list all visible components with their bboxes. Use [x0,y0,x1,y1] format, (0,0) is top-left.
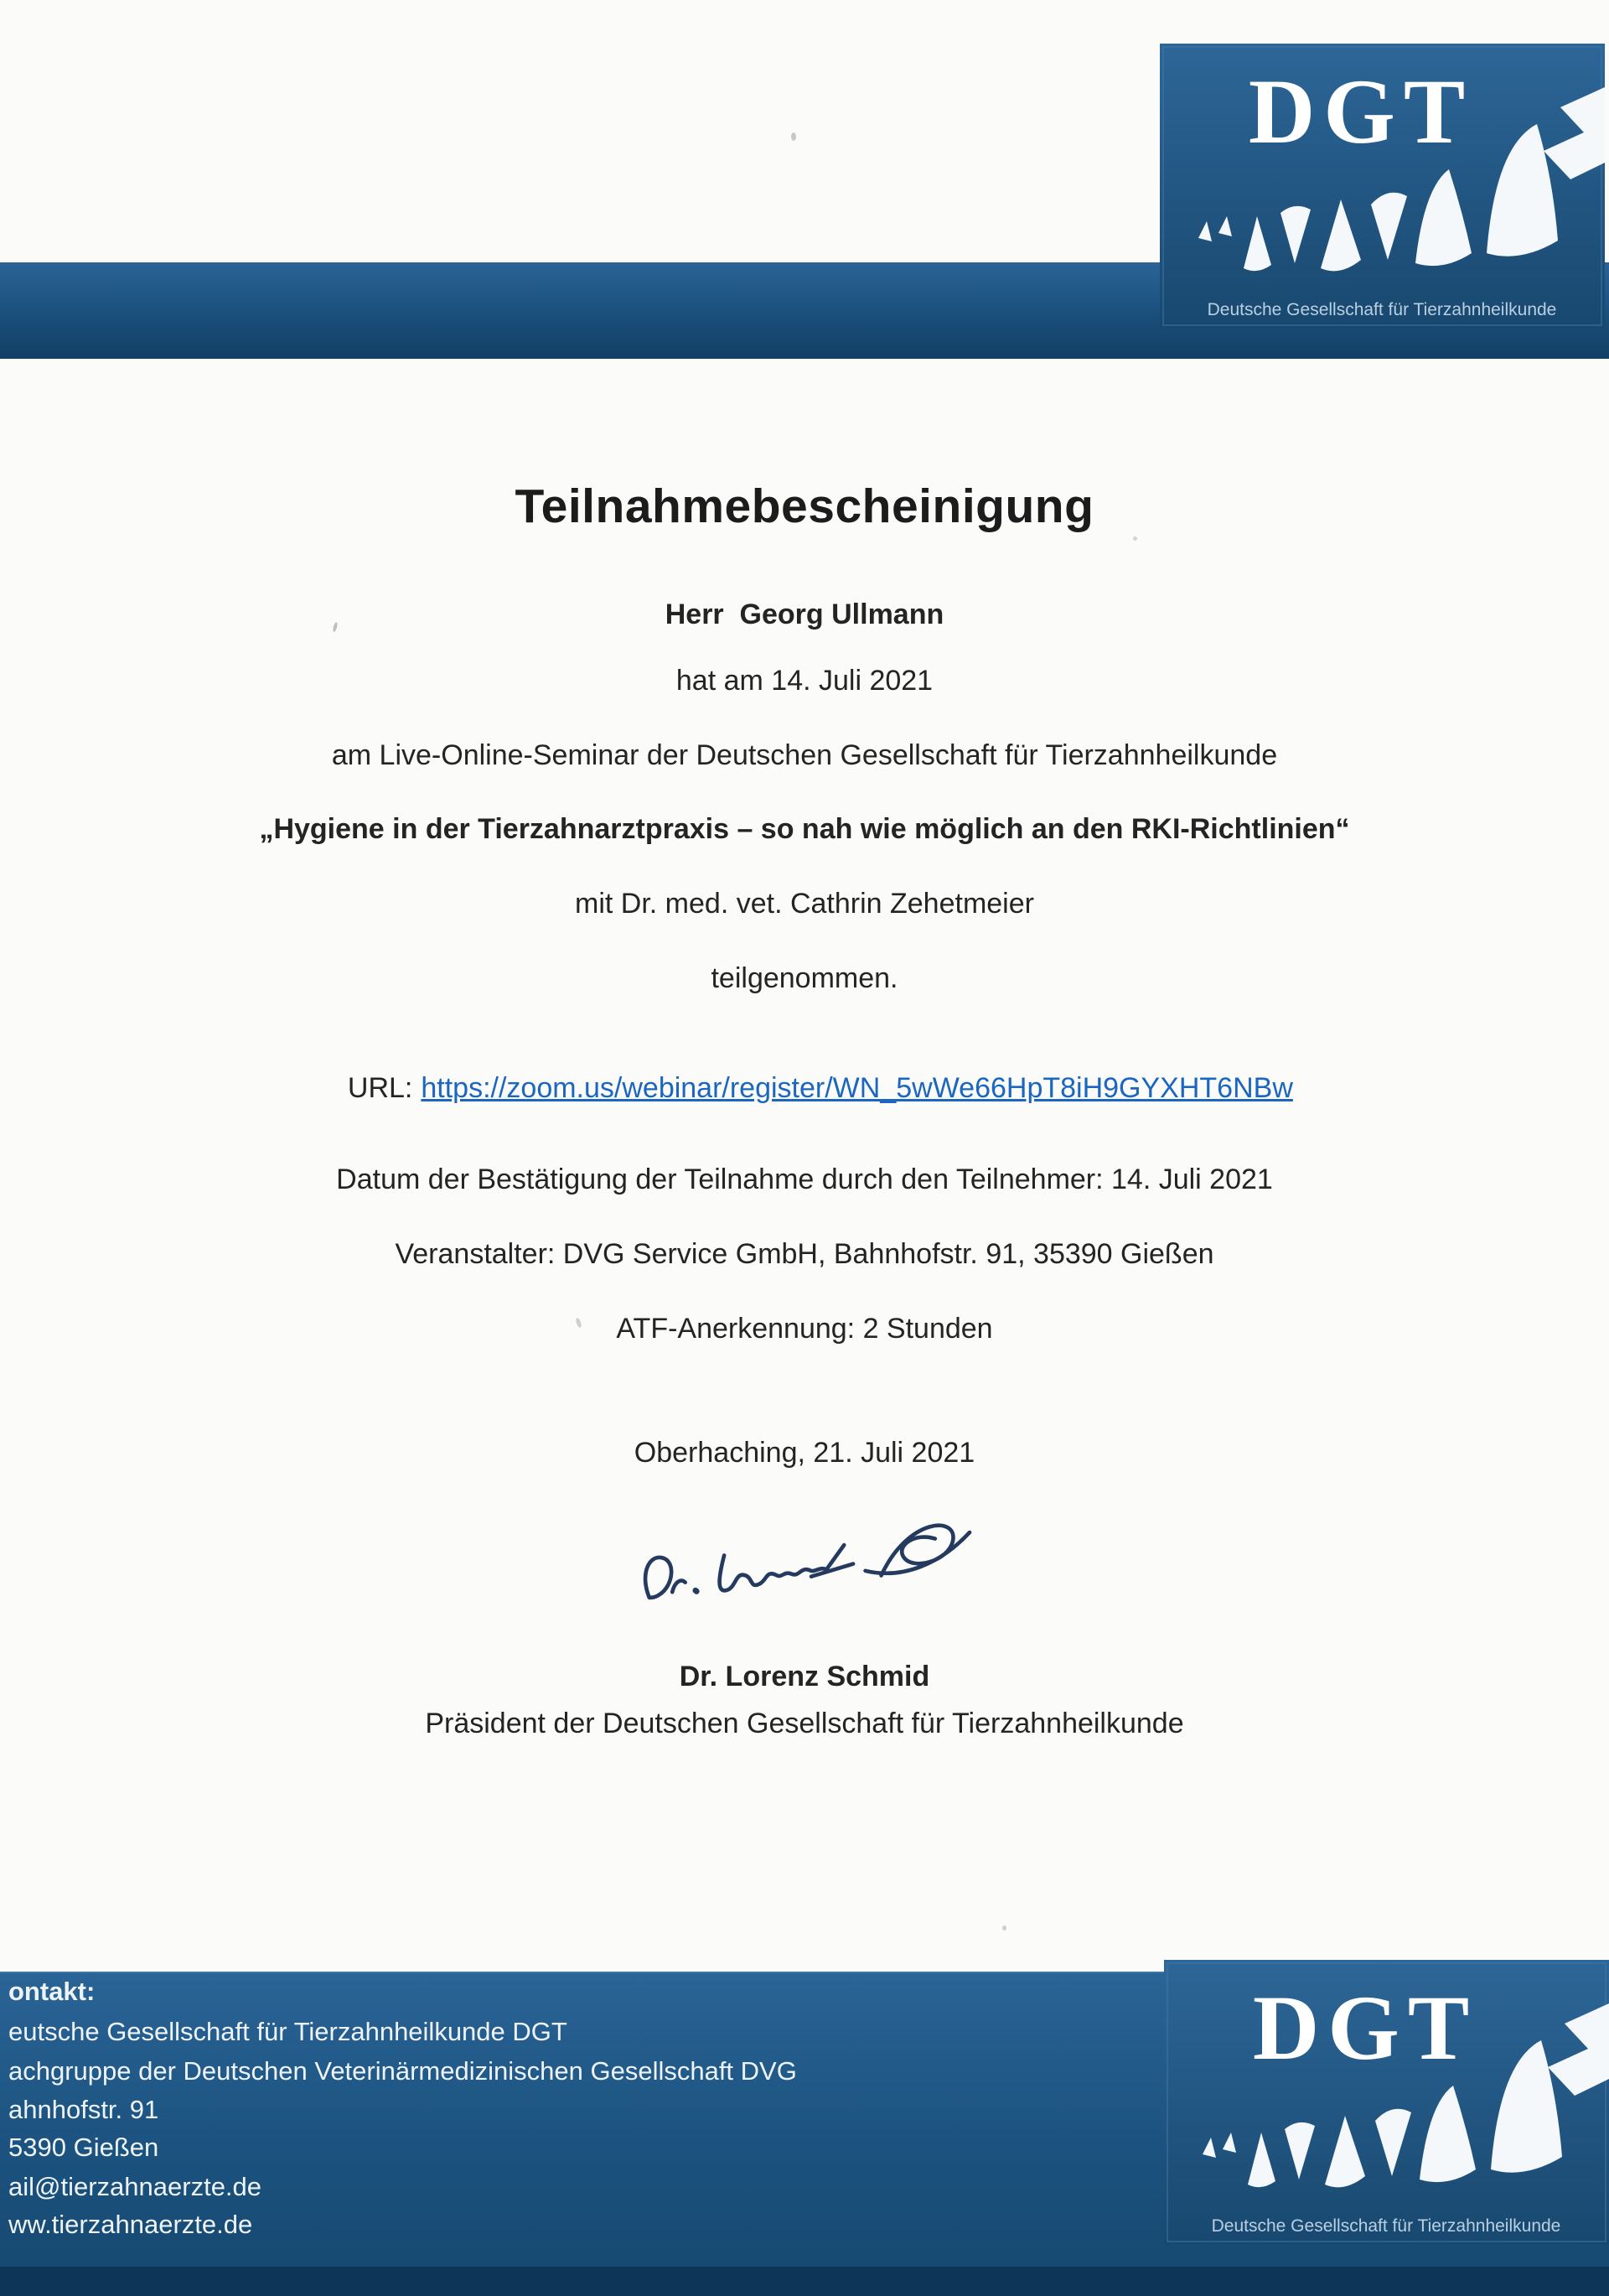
attendance-date-line: hat am 14. Juli 2021 [675,665,934,697]
attendee-name: Herr Georg Ullmann [665,599,944,630]
signature-image [616,1488,992,1639]
footer-line-website: ww.tierzahnaerzte.de [8,2210,253,2239]
url-label: URL: [347,1071,413,1104]
dgt-logo-top [1160,44,1605,329]
dgt-logo-acronym: DGT [1252,1977,1478,2079]
footer-line-organisation: eutsche Gesellschaft für Tierzahnheilkunde DGT [8,2017,567,2046]
place-date-line: Oberhaching, 21. Juli 2021 [634,1437,975,1469]
organizer-line: Veranstalter: DVG Service GmbH, Bahnhofstr. 91, 35390 Gießen [395,1238,1214,1270]
scan-speck [1133,536,1137,541]
footer-line-group: achgruppe der Deutschen Veterinärmedizinischen Gesellschaft DVG [8,2056,797,2086]
dgt-logo-acronym: DGT [1248,60,1474,163]
confirmation-date-line: Datum der Bestätigung der Teilnahme durch den Teilnehmer: 14. Juli 2021 [336,1164,1273,1195]
scan-speck [791,132,796,141]
participation-line: teilgenommen. [711,962,898,994]
footer-line-city: 5390 Gießen [8,2133,159,2162]
signer-name: Dr. Lorenz Schmid [679,1661,930,1692]
seminar-title: „Hygiene in der Tierzahnarztpraxis – so nah wie möglich an den RKI-Richtlinien“ [259,813,1350,845]
footer-contact-heading: ontakt: [8,1977,96,2006]
speaker-line: mit Dr. med. vet. Cathrin Zehetmeier [575,888,1034,920]
dgt-logo-graphic [1164,1960,1609,2245]
atf-credit-line: ATF-Anerkennung: 2 Stunden [616,1313,993,1345]
footer-line-email: ail@tierzahnaerzte.de [8,2172,262,2201]
dgt-logo-caption: Deutsche Gesellschaft für Tierzahnheilkunde [1207,300,1557,319]
footer-band-dark-edge [0,2267,1609,2296]
seminar-intro-line: am Live-Online-Seminar der Deutschen Gesellschaft für Tierzahnheilkunde [331,739,1278,771]
certificate-title: Teilnahmebescheinigung [515,479,1094,533]
dgt-logo-graphic [1160,44,1605,329]
scan-speck [1002,1925,1006,1931]
footer-line-street: ahnhofstr. 91 [8,2095,159,2124]
zoom-registration-link[interactable]: https://zoom.us/webinar/register/WN_5wWe66HpT8iH9GYXHT6NBw [421,1071,1293,1104]
signer-title: Präsident der Deutschen Gesellschaft für Tierzahnheilkunde [425,1708,1184,1739]
dgt-logo-bottom [1164,1960,1609,2245]
url-line [0,1037,1609,1139]
dgt-logo-caption: Deutsche Gesellschaft für Tierzahnheilkunde [1211,2216,1561,2236]
